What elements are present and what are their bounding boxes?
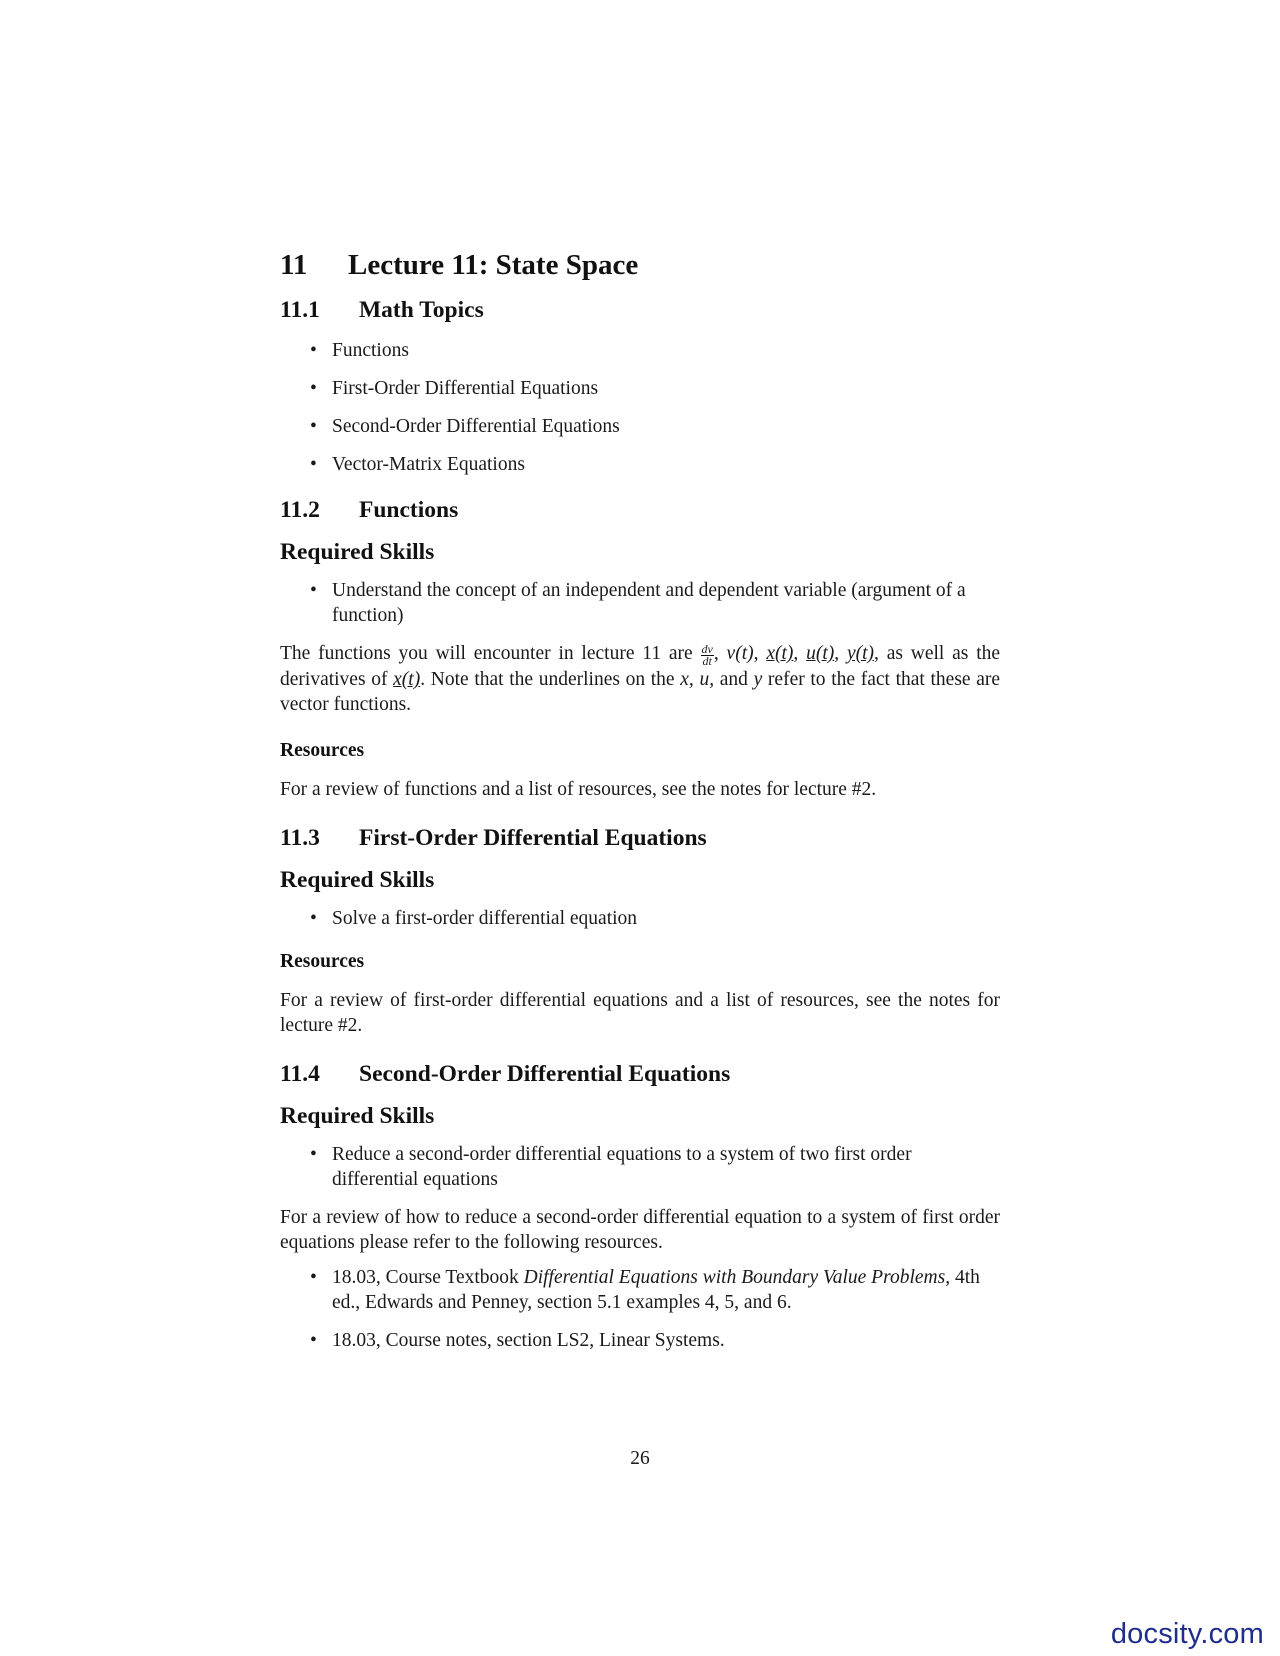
required-skills-heading: Required Skills <box>280 539 435 565</box>
paragraph-text: , as well as the derivatives of <box>280 643 1001 690</box>
reference-text: 18.03, Course notes, section LS2, Linear Systems. <box>332 1330 725 1351</box>
list-item <box>280 906 1000 931</box>
list-item-text: Vector-Matrix Equations <box>332 454 525 475</box>
functions-paragraph: The functions you will encounter in lecture 11 are $\frac{dv}{dt}$ , v(t), x(t), u(t), y(t), as well as the derivatives of x(t). Note that the underlines on the x, u, and y refer to the fact that these are vector functions. <box>280 642 1001 715</box>
reference-text: 18.03, Course Textbook <box>332 1267 519 1288</box>
list-item <box>280 338 1000 363</box>
list-item <box>280 1265 1000 1315</box>
bullet-icon: • <box>310 1267 317 1288</box>
subsection-title: Second-Order Differential Equations <box>359 1061 731 1087</box>
required-skills-list <box>280 1142 1000 1192</box>
paragraph-text: The functions you will encounter in lecture 11 are <box>280 643 693 664</box>
math-y-var: y <box>753 669 763 690</box>
subsection-title: First-Order Differential Equations <box>359 825 707 851</box>
math-x: x(t) <box>766 643 794 664</box>
list-item-text: Second-Order Differential Equations <box>332 416 620 437</box>
list-item <box>280 414 1000 439</box>
list-item <box>280 376 1000 401</box>
subsection-first-order <box>280 824 1000 852</box>
list-item <box>280 452 1000 477</box>
subsection-title: Functions <box>359 497 459 523</box>
math-x: x(t) <box>393 669 421 690</box>
paragraph-text: refer to the fact that these are vector functions. <box>280 669 1001 715</box>
list-item-text: Understand the concept of an independent and dependent variable (argument of a function) <box>332 580 966 626</box>
subsection-functions <box>280 496 1000 524</box>
paragraph-text: . Note that the underlines on the <box>420 669 675 690</box>
resources-heading: Resources <box>280 951 365 972</box>
resources-text: For a review of first-order differential equations and a list of resources, see the notes for lecture #2. <box>280 990 1000 1036</box>
resources-text: For a review of functions and a list of resources, see the notes for lecture #2. <box>280 779 877 800</box>
math-u: u(t) <box>806 643 835 664</box>
bullet-icon: • <box>310 340 317 361</box>
math-topics-list <box>280 338 1000 477</box>
subsection-number: 11.3 <box>280 825 320 851</box>
subsection-number: 11.2 <box>280 497 320 523</box>
list-item <box>280 578 1000 628</box>
fraction-denominator: dt <box>702 654 712 668</box>
required-skills-heading: Required Skills <box>280 867 435 893</box>
list-item-text: Functions <box>332 340 409 361</box>
required-skills-list <box>280 578 1000 628</box>
math-v: v(t) <box>726 643 754 664</box>
list-item-text: Reduce a second-order differential equations to a system of two first order differential equations <box>332 1144 912 1190</box>
subsection-number: 11.1 <box>280 297 320 323</box>
list-item <box>280 1328 1000 1353</box>
bullet-icon: • <box>310 416 317 437</box>
docsity-watermark[interactable]: docsity.com <box>1110 1618 1264 1650</box>
bullet-icon: • <box>310 1330 317 1351</box>
math-y: y(t) <box>846 643 874 664</box>
bullet-icon: • <box>310 454 317 475</box>
subsection-second-order <box>280 1060 1000 1088</box>
resources-heading: Resources <box>280 740 365 761</box>
list-item-text: First-Order Differential Equations <box>332 378 599 399</box>
section-number: 11 <box>280 249 308 281</box>
page-number: 26 <box>630 1448 650 1469</box>
fraction-numerator: dv <box>701 642 713 656</box>
list-item-text: Solve a first-order differential equation <box>332 908 638 929</box>
required-skills-heading: Required Skills <box>280 1103 435 1129</box>
bullet-icon: • <box>310 378 317 399</box>
section-title: Lecture 11: State Space <box>348 249 639 281</box>
subsection-math-topics <box>280 296 1000 324</box>
section-heading <box>280 248 1000 282</box>
subsection-title: Math Topics <box>359 297 484 323</box>
required-skills-list <box>280 906 1000 931</box>
list-item <box>280 1142 1000 1192</box>
bullet-icon: • <box>310 1144 317 1165</box>
paragraph-text: and <box>719 669 748 690</box>
derivative-fraction <box>701 644 714 667</box>
bullet-icon: • <box>310 908 317 929</box>
reference-text: , 4th ed., Edwards and Penney, section 5.1 examples 4, 5, and 6. <box>332 1267 980 1313</box>
second-order-paragraph: For a review of how to reduce a second-order differential equation to a system of first order equations please refer to the following resources. <box>280 1207 1000 1253</box>
subsection-number: 11.4 <box>280 1061 320 1087</box>
references-list <box>280 1265 1000 1353</box>
reference-title: Differential Equations with Boundary Value Problems <box>523 1267 946 1288</box>
document-page <box>280 248 1000 1366</box>
math-vars: x, u, <box>680 669 715 690</box>
bullet-icon: • <box>310 580 317 601</box>
